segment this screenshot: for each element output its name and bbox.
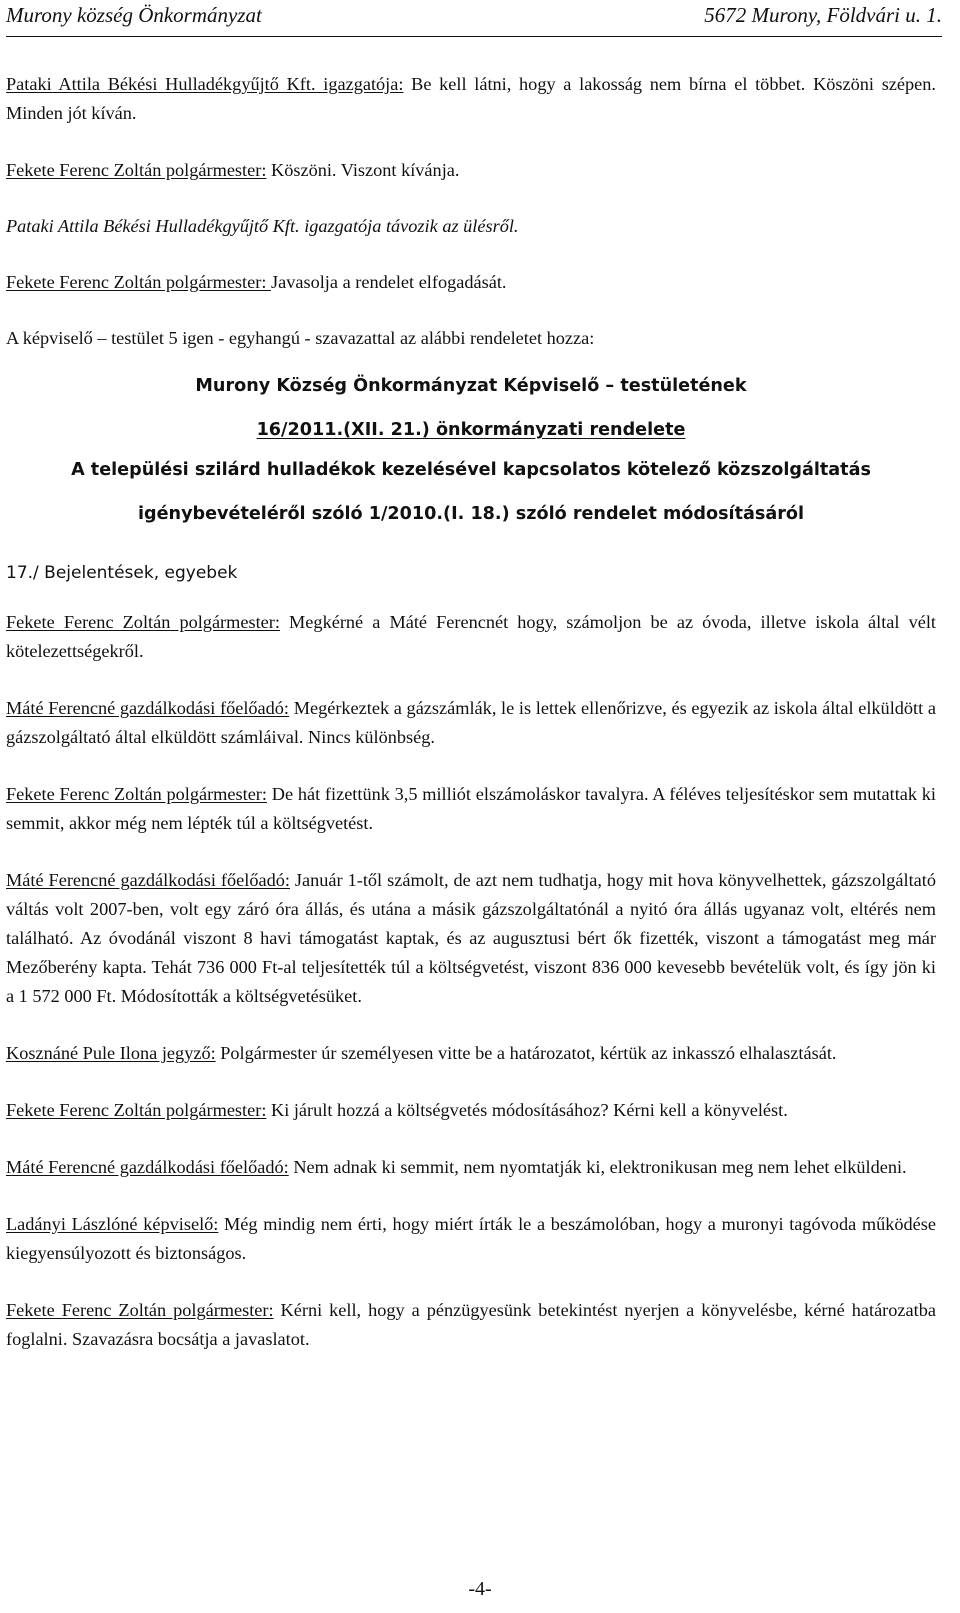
paragraph-text: Megkérné a Máté Ferencnét hogy, számoljon be az óvoda, illetve iskola által vélt kötelezettségekről.	[6, 612, 936, 661]
decree-title	[6, 366, 936, 534]
paragraph-text: Polgármester úr személyesen vitte be a határozatot, kértük az inkasszó elhalasztását.	[215, 1043, 837, 1063]
speaker-label: Fekete Ferenc Zoltán polgármester:	[6, 784, 267, 804]
speaker-label: Fekete Ferenc Zoltán polgármester:	[6, 1100, 267, 1120]
speaker-label: Fekete Ferenc Zoltán polgármester:	[6, 1300, 274, 1320]
page-header	[6, 0, 942, 37]
section-heading: 17./ Bejelentések, egyebek	[6, 563, 238, 583]
speaker-label: Máté Ferencné gazdálkodási főelőadó:	[6, 1157, 289, 1177]
document-body	[6, 70, 936, 1354]
paragraph	[6, 1296, 936, 1354]
decree-line-4: igénybevételéről szóló 1/2010.(I. 18.) szóló rendelet módosításáról	[137, 504, 805, 524]
paragraph-text: Köszöni. Viszont kívánja.	[266, 160, 460, 180]
paragraph	[6, 694, 936, 752]
header-address: 5672 Murony, Földvári u. 1.	[704, 3, 942, 27]
paragraph-text: A képviselő – testület 5 igen - egyhangú - szavazattal az alábbi rendeletet hozza:	[6, 328, 595, 348]
speaker-label: Kosznáné Pule Ilona jegyző:	[6, 1043, 216, 1063]
paragraph	[6, 1096, 936, 1125]
paragraph	[6, 70, 936, 128]
decree-line-1: Murony Község Önkormányzat Képviselő – testületének	[195, 376, 747, 396]
paragraph	[6, 1039, 936, 1068]
paragraph-text: Nem adnak ki semmit, nem nyomtatják ki, elektronikusan meg nem lehet elküldeni.	[288, 1157, 907, 1177]
paragraph-text: Kérni kell, hogy a pénzügyesünk betekintést nyerjen a könyvelésbe, kérné határozatba foglalni. Szavazásra bocsátja a javaslatot.	[6, 1300, 936, 1349]
speaker-label: Fekete Ferenc Zoltán polgármester:	[6, 612, 280, 632]
speaker-label: Fekete Ferenc Zoltán polgármester:	[6, 160, 267, 180]
paragraph-text: Be kell látni, hogy a lakosság nem bírna el többet. Köszöni szépen. Minden jót kíván.	[6, 74, 937, 123]
speaker-label: Máté Ferencné gazdálkodási főelőadó:	[6, 870, 290, 890]
decree-line-3: A települési szilárd hulladékok kezelésével kapcsolatos kötelező közszolgáltatás	[71, 460, 871, 480]
paragraph	[6, 1153, 936, 1182]
paragraph-text: Javasolja a rendelet elfogadását.	[270, 272, 507, 292]
paragraph	[6, 780, 936, 838]
paragraph	[6, 268, 936, 297]
paragraph-text: Ki járult hozzá a költségvetés módosításához? Kérni kell a könyvelést.	[266, 1100, 788, 1120]
paragraph	[6, 1210, 936, 1268]
page-number: -4-	[468, 1578, 492, 1600]
paragraph	[6, 866, 936, 1011]
paragraph-text: Január 1-től számolt, de azt nem tudhatja, hogy mit hova könyvelhettek, gázszolgáltató váltás volt 2007-ben, volt egy záró óra állás, és utána a másik gázszolgáltatónál a nyitó óra állás ugyanaz volt, eltérés nem található. Az óvodánál viszont 8 havi támogatást kaptak, és az augusztusi bért ők fizették, viszont a támogatást meg már Mezőberény kapta. Tehát 736 000 Ft-al teljesítették túl a költségvetést, viszont 836 000 kevesebb bevételük volt, és így jön ki a 1 572 000 Ft. Módosították a költségvetésüket.	[6, 870, 936, 1006]
paragraph-text: Megérkeztek a gázszámlák, le is lettek ellenőrizve, és egyezik az iskola által elküldött a gázszolgáltató által elküldött számláival. Nincs különbség.	[6, 698, 936, 747]
speaker-label: Pataki Attila Békési Hulladékgyűjtő Kft. igazgatója:	[6, 74, 404, 94]
paragraph-text: Pataki Attila Békési Hulladékgyűjtő Kft. igazgatója távozik az ülésről.	[6, 216, 519, 236]
paragraph	[6, 324, 936, 353]
decree-line-2: 16/2011.(XII. 21.) önkormányzati rendelete	[256, 420, 686, 440]
speaker-label: Ladányi Lászlóné képviselő:	[6, 1214, 219, 1234]
paragraph	[6, 608, 936, 666]
paragraph-text: Még mindig nem érti, hogy miért írták le a beszámolóban, hogy a muronyi tagóvoda működése kiegyensúlyozott és biztonságos.	[6, 1214, 937, 1263]
speaker-label: Fekete Ferenc Zoltán polgármester:	[6, 272, 271, 292]
paragraph	[6, 212, 936, 241]
paragraph	[6, 156, 936, 185]
paragraph-text: De hát fizettünk 3,5 milliót elszámoláskor tavalyra. A féléves teljesítéskor sem mutattak ki semmit, akkor még nem lépték túl a költségvetést.	[6, 784, 936, 833]
speaker-label: Máté Ferencné gazdálkodási főelőadó:	[6, 698, 290, 718]
header-municipality: Murony község Önkormányzat	[6, 3, 262, 27]
